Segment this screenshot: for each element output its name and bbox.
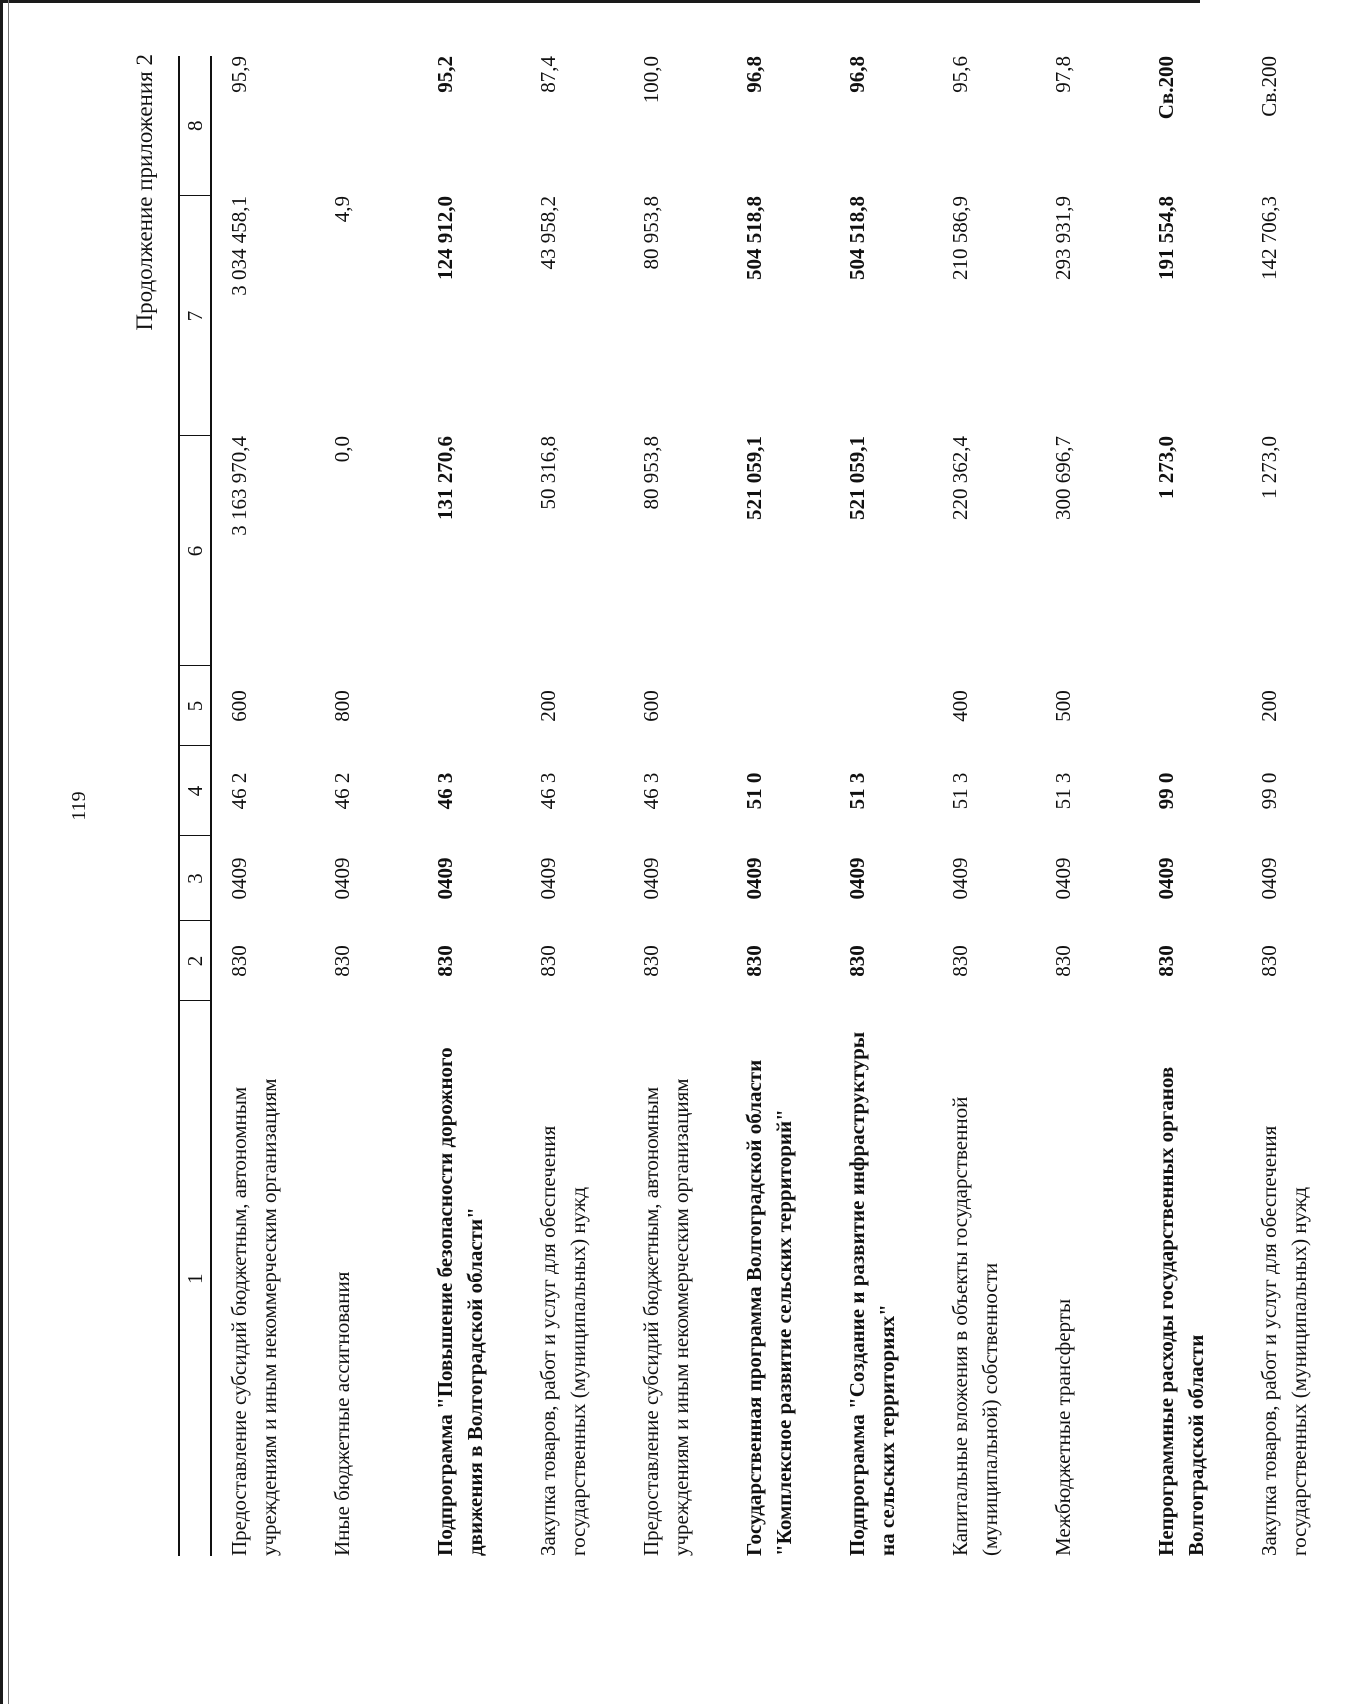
cell-code-program: 51 3 [845,772,869,810]
cell-code-expense-type [1139,666,1242,746]
cell-code-section: 0409 [227,857,251,900]
cell-approved: 1 273,0 [1154,436,1178,499]
cell-code-admin: 830 [1257,945,1281,977]
cell-code-section: 0409 [1051,857,1075,900]
cell-executed: 191 554,8 [1154,196,1178,280]
row-description: Закупка товаров, работ и услуг для обеспечения государственных (муниципальных) нужд [1257,1125,1311,1556]
cell-executed: 80 953,8 [639,196,663,270]
table-row [315,56,418,1556]
cell-approved: 0,0 [330,436,354,463]
cell-code-section: 0409 [330,857,354,900]
table-header-row [179,56,211,1556]
cell-executed: 4,9 [330,196,354,223]
cell-code-expense-type: 600 [639,690,663,722]
cell-code-admin: 830 [845,945,869,977]
cell-approved: 131 270,6 [433,436,457,520]
row-description: Иные бюджетные ассигнования [330,1271,354,1556]
cell-approved: 300 696,7 [1051,436,1075,520]
cell-approved: 521 059,1 [742,436,766,520]
cell-percent: 95,9 [227,56,251,93]
cell-code-expense-type: 500 [1051,690,1075,722]
cell-code-admin: 830 [227,945,251,977]
cell-percent: 87,4 [536,56,560,93]
cell-code-program: 46 3 [433,772,457,810]
cell-code-program: 46 3 [639,772,663,810]
cell-executed: 142 706,3 [1257,196,1281,280]
cell-percent: 100,0 [639,56,663,104]
cell-percent: Св.200 [1257,56,1281,117]
cell-executed: 504 518,8 [742,196,766,280]
table-body [211,56,1345,1556]
cell-code-section: 0409 [1154,857,1178,900]
cell-code-program: 46 3 [536,772,560,810]
table-row [624,56,727,1556]
cell-code-section: 0409 [639,857,663,900]
column-header: 7 [179,196,211,436]
column-header: 1 [179,1001,211,1556]
table-row [1139,56,1242,1556]
cell-code-expense-type: 800 [330,690,354,722]
cell-code-program: 51 3 [1051,772,1075,810]
cell-executed: 3 034 458,1 [227,196,251,296]
cell-code-expense-type: 200 [536,690,560,722]
row-description: Капитальные вложения в объекты государственной (муниципальной) собственности [948,1096,1002,1556]
column-header: 2 [179,921,211,1001]
table-row [521,56,624,1556]
cell-approved: 220 362,4 [948,436,972,520]
cell-approved: 521 059,1 [845,436,869,520]
cell-code-expense-type: 600 [227,690,251,722]
row-description: Межбюджетные трансферты [1051,1298,1075,1556]
column-header: 6 [179,436,211,666]
cell-code-section: 0409 [742,857,766,900]
cell-code-expense-type: 200 [1257,690,1281,722]
cell-code-admin: 830 [1051,945,1075,977]
cell-code-admin: 830 [536,945,560,977]
cell-code-admin: 830 [639,945,663,977]
column-header: 3 [179,836,211,921]
cell-percent [315,56,418,196]
cell-approved: 3 163 970,4 [227,436,251,536]
cell-code-section: 0409 [1257,857,1281,900]
cell-percent: 97,8 [1051,56,1075,93]
cell-code-expense-type [830,666,933,746]
table-row [830,56,933,1556]
cell-approved: 50 316,8 [536,436,560,510]
cell-percent: 95,2 [433,56,457,93]
page-number: 119 [68,791,90,821]
cell-code-section: 0409 [536,857,560,900]
row-description: Предоставление субсидий бюджетным, автономным учреждениям и иным некоммерческим организациям [227,1078,281,1556]
column-header: 4 [179,746,211,836]
table-row [933,56,1036,1556]
column-header: 8 [179,56,211,196]
cell-code-section: 0409 [948,857,972,900]
table-row [418,56,521,1556]
cell-code-program: 51 3 [948,772,972,810]
row-description: Подпрограмма "Повышение безопасности дорожного движения в Волгоградской области" [433,1047,487,1556]
table-row [1242,56,1345,1556]
cell-code-admin: 830 [948,945,972,977]
table-row [727,56,830,1556]
cell-executed: 504 518,8 [845,196,869,280]
cell-code-expense-type: 400 [948,690,972,722]
cell-percent: 95,6 [948,56,972,93]
cell-executed: 124 912,0 [433,196,457,280]
row-description: Непрограммные расходы государственных органов Волгоградской области [1154,1066,1208,1556]
cell-code-program: 46 2 [330,772,354,810]
cell-executed: 293 931,9 [1051,196,1075,280]
cell-code-admin: 830 [1154,945,1178,977]
cell-percent: 96,8 [742,56,766,93]
cell-code-admin: 830 [433,945,457,977]
cell-executed: 43 958,2 [536,196,560,270]
column-header: 5 [179,666,211,746]
budget-table [178,56,1345,1556]
cell-code-admin: 830 [742,945,766,977]
table-row [211,56,315,1556]
cell-approved: 80 953,8 [639,436,663,510]
cell-code-expense-type [727,666,830,746]
row-description: Закупка товаров, работ и услуг для обеспечения государственных (муниципальных) нужд [536,1125,590,1556]
appendix-continuation-note: Продолжение приложения 2 [132,54,157,331]
cell-code-section: 0409 [845,857,869,900]
cell-percent: Св.200 [1154,56,1178,120]
row-description: Государственная программа Волгоградской области "Комплексное развитие сельских территорий" [742,1059,796,1556]
cell-code-program: 46 2 [227,772,251,810]
table-row [1036,56,1139,1556]
cell-executed: 210 586,9 [948,196,972,280]
cell-code-program: 99 0 [1154,772,1178,810]
cell-code-admin: 830 [330,945,354,977]
cell-code-program: 51 0 [742,772,766,810]
cell-approved: 1 273,0 [1257,436,1281,499]
cell-code-expense-type [418,666,521,746]
cell-percent: 96,8 [845,56,869,93]
cell-code-section: 0409 [433,857,457,900]
row-description: Предоставление субсидий бюджетным, автономным учреждениям и иным некоммерческим организациям [639,1078,693,1556]
cell-code-program: 99 0 [1257,772,1281,810]
row-description: Подпрограмма "Создание и развитие инфраструктуры на сельских территориях" [845,1031,899,1556]
